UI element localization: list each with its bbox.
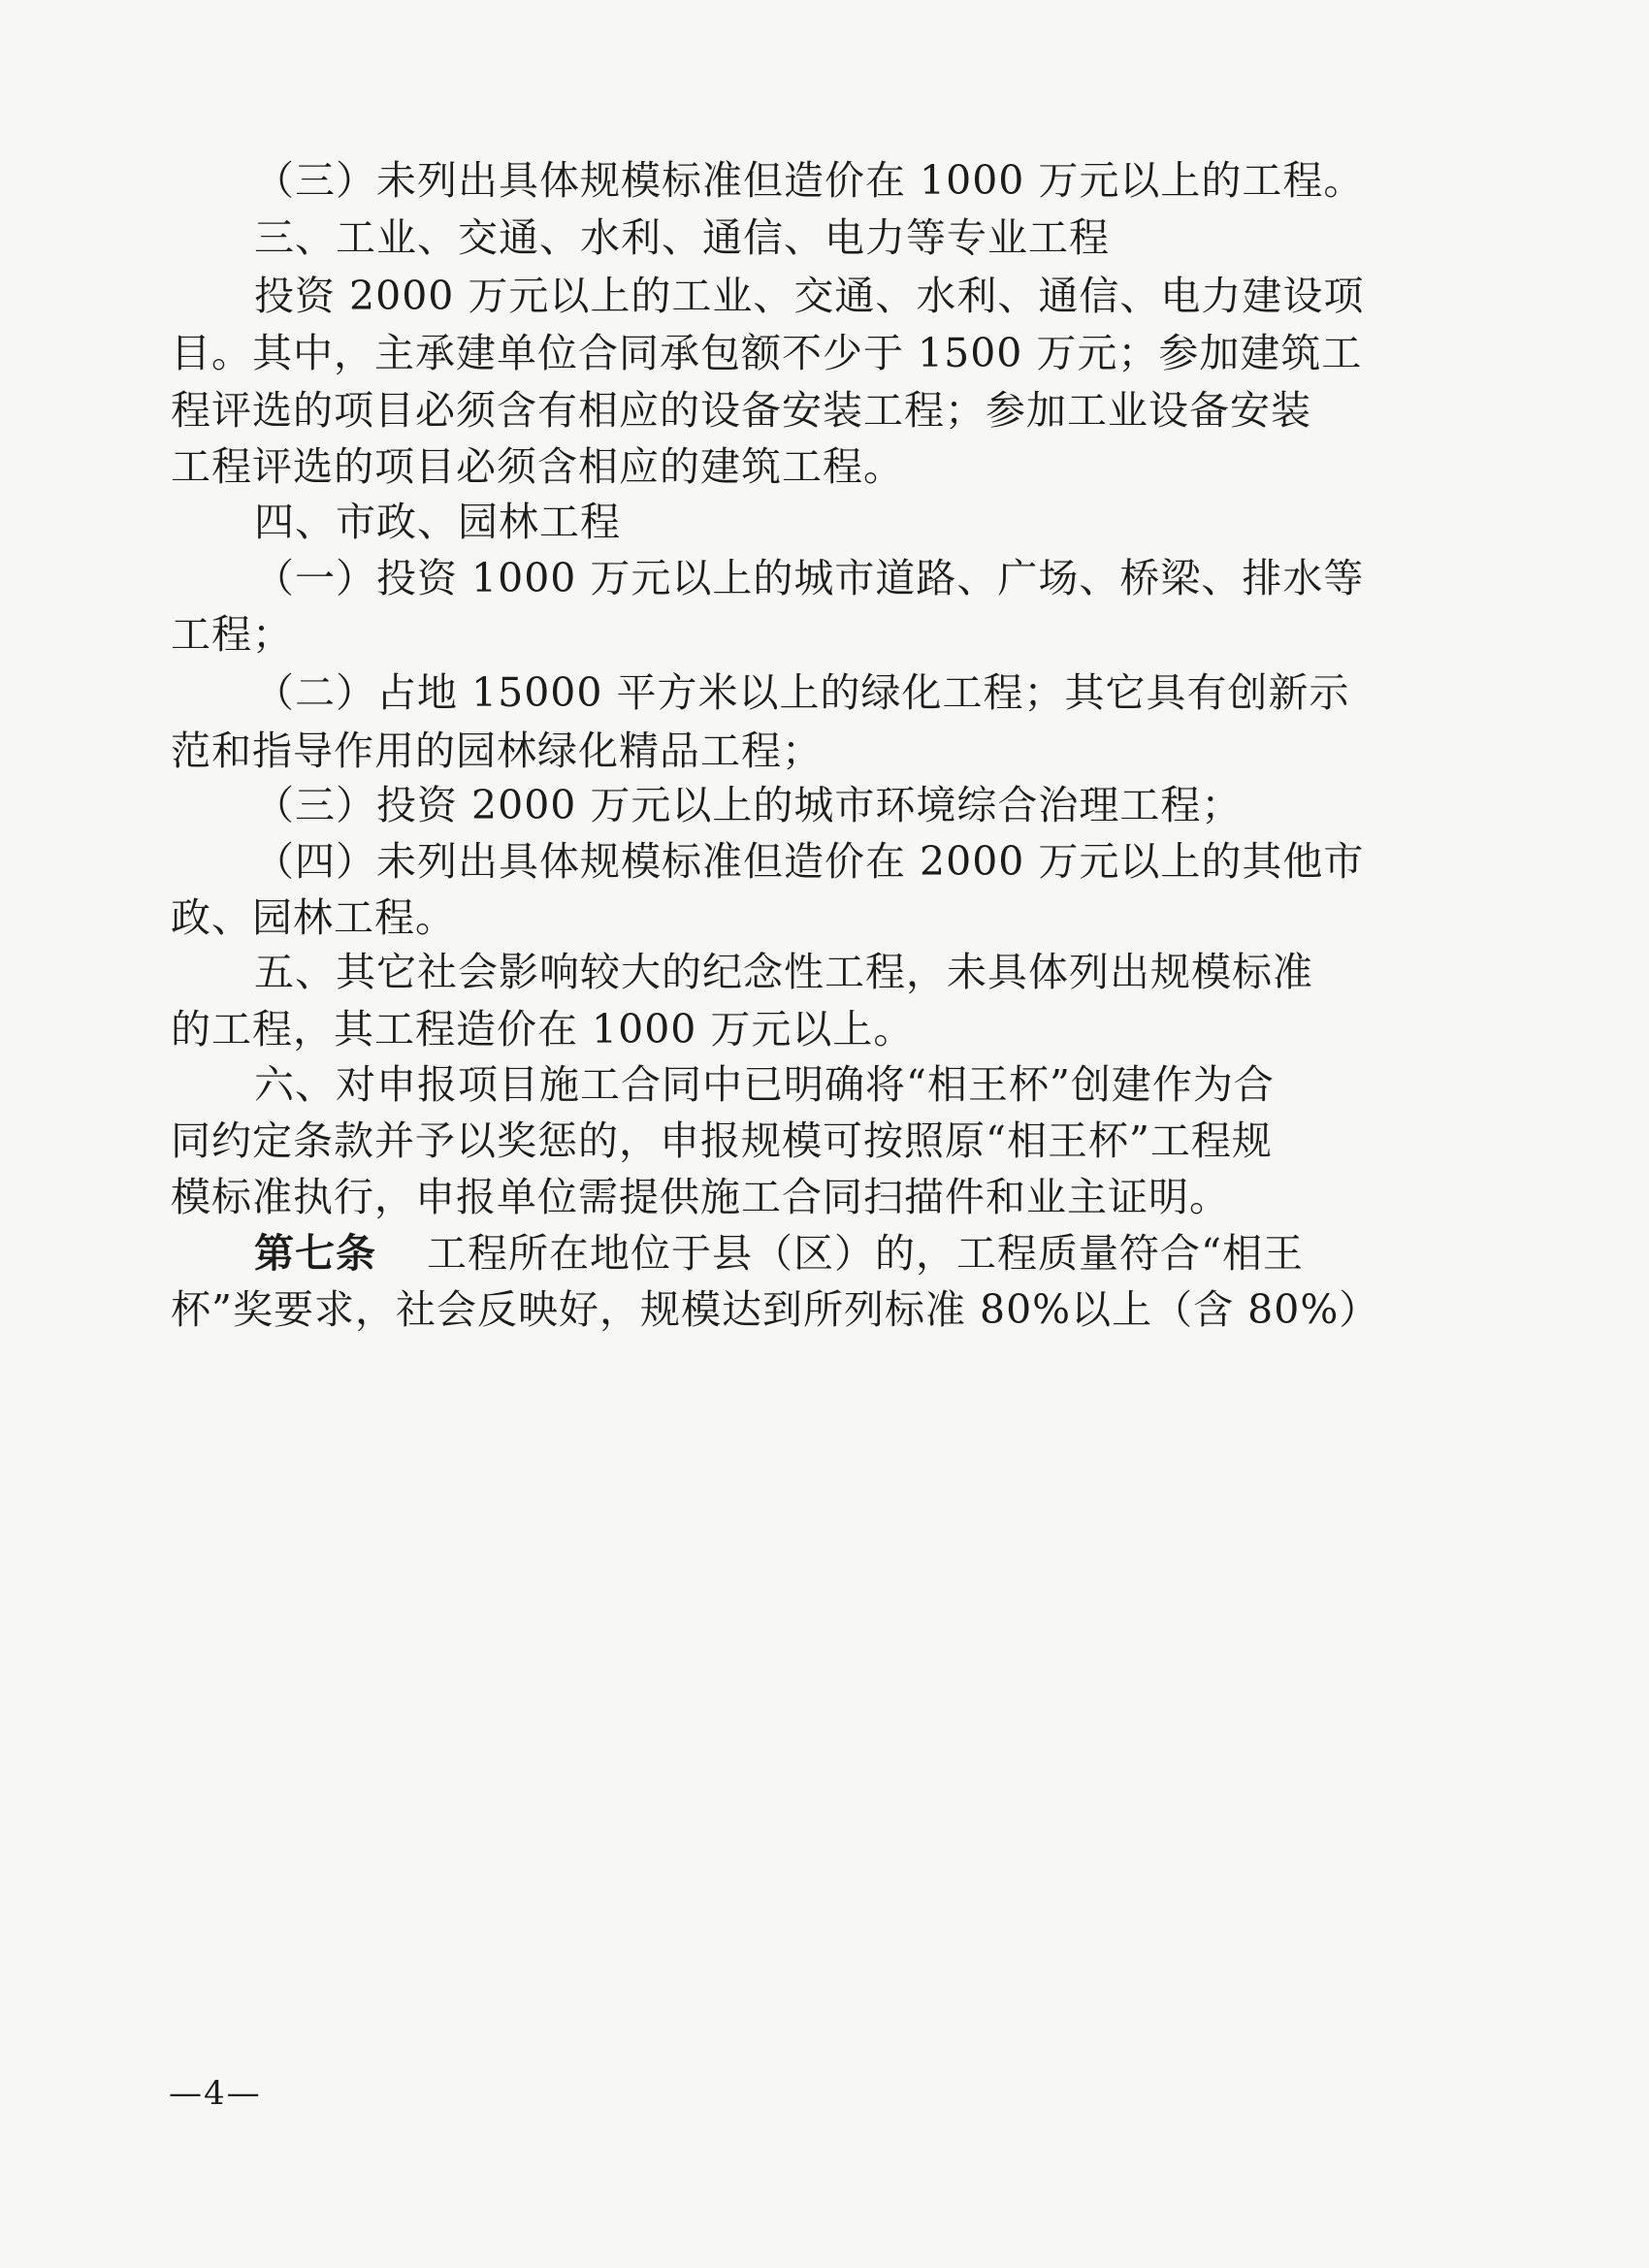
paragraph-line: 目。其中，主承建单位合同承包额不少于 1500 万元；参加建筑工 <box>171 330 1363 376</box>
section-heading: 六、对申报项目施工合同中已明确将“相王杯”创建作为合 <box>254 1061 1275 1108</box>
paragraph-line: 模标准执行，申报单位需提供施工合同扫描件和业主证明。 <box>171 1174 1230 1220</box>
paragraph-line: 工程评选的项目必须含相应的建筑工程。 <box>171 443 904 490</box>
paragraph-line: （一）投资 1000 万元以上的城市道路、广场、桥梁、排水等 <box>254 555 1365 601</box>
paragraph-line: （三）投资 2000 万元以上的城市环境综合治理工程； <box>254 782 1243 828</box>
paragraph-line: 投资 2000 万元以上的工业、交通、水利、通信、电力建设项 <box>254 273 1365 319</box>
paragraph-line: 程评选的项目必须含有相应的设备安装工程；参加工业设备安装 <box>171 387 1311 434</box>
paragraph-line: 同约定条款并予以奖惩的，申报规模可按照原“相王杯”工程规 <box>171 1118 1273 1164</box>
article-7-line <box>254 1228 1476 1279</box>
paragraph-line: 政、园林工程。 <box>171 894 456 941</box>
page-number: —4— <box>169 2074 262 2113</box>
section-heading: 三、工业、交通、水利、通信、电力等专业工程 <box>254 214 1110 261</box>
paragraph-line: 的工程，其工程造价在 1000 万元以上。 <box>171 1006 915 1053</box>
paragraph-line: （二）占地 15000 平方米以上的绿化工程；其它具有创新示 <box>254 669 1350 716</box>
paragraph-line: （三）未列出具体规模标准但造价在 1000 万元以上的工程。 <box>254 157 1365 204</box>
paragraph-line: 杯”奖要求，社会反映好，规模达到所列标准 80%以上（含 80%） <box>171 1286 1380 1333</box>
section-heading: 四、市政、园林工程 <box>254 499 621 545</box>
section-heading: 五、其它社会影响较大的纪念性工程，未具体列出规模标准 <box>254 949 1313 995</box>
article-7-text: 工程所在地位于县（区）的，工程质量符合“相王 <box>427 1230 1304 1277</box>
paragraph-line: （四）未列出具体规模标准但造价在 2000 万元以上的其他市 <box>254 838 1365 885</box>
paragraph-line: 范和指导作用的园林绿化精品工程； <box>171 728 823 774</box>
paragraph-line: 工程； <box>171 611 293 658</box>
article-7-label: 第七条 <box>254 1230 376 1277</box>
